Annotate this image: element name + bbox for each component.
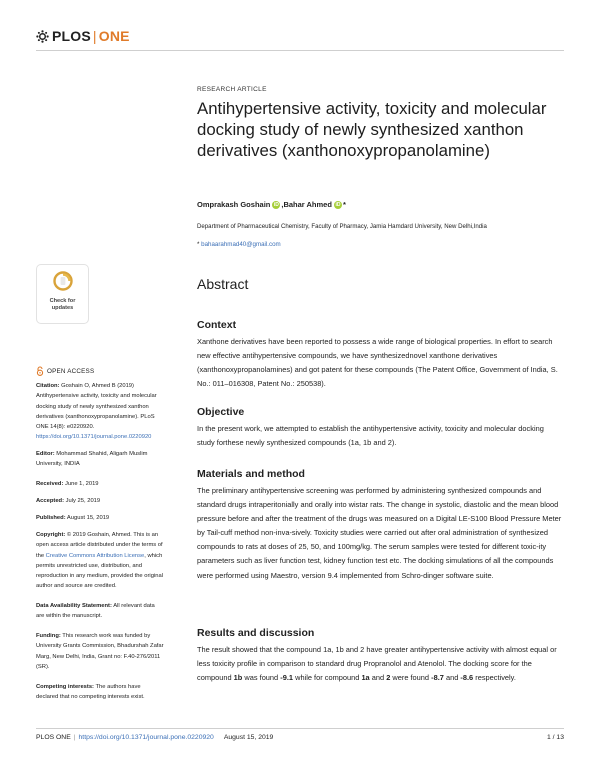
author-separator: ,	[281, 200, 284, 209]
received-label: Received:	[36, 481, 64, 487]
plos-logo-icon	[36, 30, 49, 43]
results-text: were found	[390, 673, 432, 683]
accepted-label: Accepted:	[36, 498, 65, 504]
plos-one-logo[interactable]	[36, 28, 130, 44]
objective-heading: Objective	[197, 406, 245, 418]
email-link[interactable]: bahaarahmad40@gmail.com	[201, 241, 281, 248]
editor-block	[36, 449, 164, 470]
funding-text: This research work was funded by University Grants Commission, Bhadurshah Zafar Marg, New Delhi, India, Grant no: F.40-276/2011 (SR).	[36, 633, 164, 670]
data-availability-block	[36, 601, 164, 622]
email-mark: *	[197, 241, 200, 248]
compound-label: 1a	[361, 673, 370, 683]
check-updates-line2: updates	[51, 305, 74, 311]
citation-block	[36, 381, 164, 443]
results-text: The result showed that the compound 1a, 1b and 2 have greater antihypertensive activity with almost equal or less toxicity profile in comparison to standard drug Propranolol and Atenolol. The docking score for the compound	[197, 645, 557, 683]
compound-label: 1b	[233, 673, 243, 683]
results-text: respectively.	[473, 673, 516, 683]
competing-interests-label: Competing interests:	[36, 684, 94, 690]
citation-doi-link[interactable]: https://doi.org/10.1371/journal.pone.0220920	[36, 434, 152, 441]
copyright-text: © 2019 Goshain, Ahmed. This is an open access article distributed under the terms of the	[36, 532, 163, 559]
results-text: while for compound	[293, 673, 362, 683]
compound-label: 2	[386, 673, 391, 683]
received-block	[36, 479, 164, 489]
docking-score: -8.7	[431, 673, 444, 683]
received-date: June 1, 2019	[63, 481, 99, 487]
editor-text: Mohammad Shahid, Aligarh Muslim University, INDIA	[36, 451, 148, 468]
accepted-date: July 25, 2019	[64, 498, 101, 504]
article-type: RESEARCH ARTICLE	[197, 86, 267, 93]
funding-label: Funding:	[36, 633, 61, 639]
objective-paragraph: In the present work, we attempted to establish the antihypertensive activity, toxicity and molecular docking study forthese newly synthesized compounds (1a, 1b and 2).	[197, 424, 544, 448]
data-availability-text: All relevant data are within the manuscript.	[36, 603, 155, 620]
affiliation: Department of Pharmaceutical Chemistry, Faculty of Pharmacy, Jamia Hamdard University, New Delhi,India	[197, 223, 487, 230]
footer-date: August 15, 2019	[223, 734, 274, 741]
page-number: 1 / 13	[546, 734, 564, 741]
footer-journal: PLOS ONE	[36, 734, 71, 741]
abstract-heading: Abstract	[197, 276, 249, 292]
footer-divider	[36, 728, 564, 729]
results-paragraph	[197, 643, 562, 685]
copyright-label: Copyright:	[36, 532, 66, 538]
logo-one-text: ONE	[98, 28, 130, 44]
author-list	[197, 200, 562, 209]
corresponding-email	[197, 241, 562, 248]
copyright-text: , which permits unrestricted use, distribution, and reproduction in any medium, provided the original author and source are credited.	[36, 552, 163, 590]
editor-label: Editor:	[36, 451, 55, 457]
article-title: Antihypertensive activity, toxicity and molecular docking study of newly synthesized xanthon derivatives (xanthonoxypropanolamine)	[197, 99, 547, 160]
citation-text: Goshain O, Ahmed B (2019) Antihypertensive activity, toxicity and molecular docking study of newly synthesized xanthon derivatives (xanthonoxypropanolamine). PLoS ONE 14(8): e0220920.	[36, 383, 157, 431]
logo-plos-text: PLOS	[52, 28, 91, 44]
license-link[interactable]: Creative Commons Attribution License	[45, 552, 145, 559]
data-availability-label: Data Availability Statement:	[36, 603, 112, 609]
check-for-updates-button[interactable]	[36, 264, 89, 324]
page-footer	[36, 734, 564, 741]
funding-block	[36, 631, 164, 672]
published-label: Published:	[36, 515, 66, 521]
context-paragraph: Xanthone derivatives have been reported to possess a wide range of biological properties. In effort to search new effective antihypertensive compounds, we have synthesizednovel xanthone derivatives (xanthonoxypropanolamines) and got patent for these compounds (The Patent Office, Government of India, S. No.: 011–016308, Patent No.: 250538).	[197, 337, 558, 389]
results-text: was found	[242, 673, 281, 683]
methods-heading: Materials and method	[197, 468, 305, 480]
footer-separator: |	[73, 734, 76, 741]
accepted-block	[36, 496, 164, 506]
results-heading: Results and discussion	[197, 627, 315, 639]
open-access-label: OPEN ACCESS	[47, 367, 95, 375]
citation-label: Citation:	[36, 383, 60, 389]
open-access-badge	[36, 366, 94, 376]
orcid-icon[interactable]: iD	[335, 201, 341, 208]
docking-score: -8.6	[460, 673, 474, 683]
published-date: August 15, 2019	[65, 515, 110, 521]
open-lock-icon	[36, 366, 44, 376]
logo-separator: |	[92, 28, 97, 44]
competing-interests-block	[36, 682, 164, 703]
orcid-icon[interactable]: iD	[273, 201, 279, 208]
context-heading: Context	[197, 319, 237, 331]
results-text: and	[443, 673, 461, 683]
corresponding-mark: *	[342, 200, 346, 209]
author-name[interactable]: Bahar Ahmed	[283, 200, 332, 209]
methods-paragraph: The preliminary antihypertensive screening was performed by administering synthesized compounds and standard drugs intraperitonially and orally into wistar rats. The change in systolic, diastolic and the mean blood pressure before and after the treatment of the drugs was measured on a Digital LE-S100 Blood Pressure Meter by Tail-cuff method non-inva-sively. Toxicity studies were carried out after oral administration of synthesized compounds to rats at doses of 25, 50, and 100mg/kg. The serum samples were tested for different toxic-ity parameters such as liver function test, kidney function test etc. The docking simulations of all the compounds were performed using Maestro, version 9.4 implemented from Schro-dinger software suite.	[197, 486, 562, 580]
competing-interests-text: The authors have declared that no competing interests exist.	[36, 684, 145, 701]
author-name[interactable]: Omprakash Goshain	[197, 200, 271, 209]
check-updates-icon	[53, 271, 73, 291]
docking-score: -9.1	[280, 673, 294, 683]
header-divider	[36, 50, 564, 51]
footer-doi-link[interactable]: https://doi.org/10.1371/journal.pone.0220920	[78, 734, 214, 741]
results-text: and	[369, 673, 387, 683]
check-updates-line1: Check for	[49, 298, 76, 304]
copyright-block	[36, 530, 164, 592]
published-block	[36, 513, 164, 523]
